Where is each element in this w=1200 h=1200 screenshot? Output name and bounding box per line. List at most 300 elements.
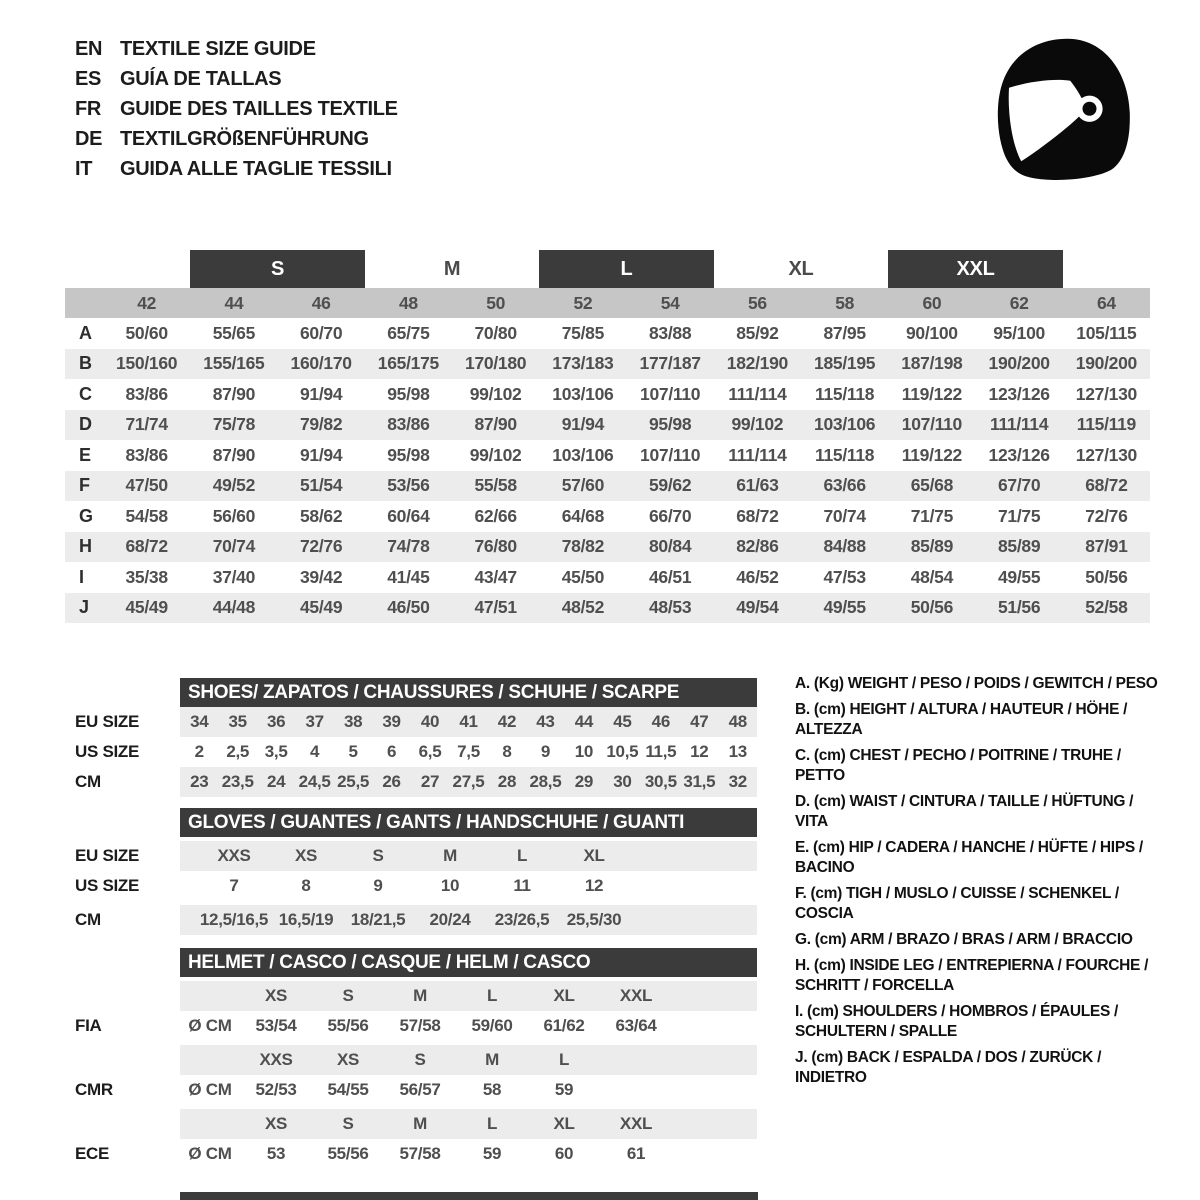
shoe-size-cell: 5 bbox=[348, 742, 358, 761]
row-values bbox=[180, 737, 757, 767]
helmet-size-header: S bbox=[342, 1114, 354, 1133]
shoe-size-cell: 47 bbox=[690, 712, 709, 731]
size-cell: 95/98 bbox=[387, 444, 430, 465]
helmet-size-header: L bbox=[558, 1050, 570, 1069]
size-cell: 87/90 bbox=[474, 414, 517, 435]
glove-size-cell: 25,5/30 bbox=[566, 910, 622, 929]
helmet-table-title: HELMET / CASCO / CASQUE / HELM / CASCO bbox=[180, 948, 757, 977]
shoe-size-cell: 26 bbox=[382, 772, 401, 791]
size-cell: 65/75 bbox=[387, 322, 430, 343]
size-cell: 68/72 bbox=[125, 536, 168, 557]
glove-size-cell: S bbox=[372, 846, 384, 865]
size-cell: 50/56 bbox=[910, 597, 954, 618]
shoe-size-cell: 9 bbox=[540, 742, 550, 761]
size-cell: 103/106 bbox=[552, 444, 614, 465]
size-cell: 41/45 bbox=[387, 566, 430, 587]
size-cell: 91/94 bbox=[299, 444, 343, 465]
size-cell: 71/75 bbox=[910, 505, 954, 526]
row-label: US SIZE bbox=[75, 742, 140, 761]
size-cell: 46/52 bbox=[736, 566, 779, 587]
lang-code: DE bbox=[75, 128, 103, 150]
shoe-size-cell: 48 bbox=[728, 712, 747, 731]
helmet-size-header: L bbox=[486, 1114, 498, 1133]
row-letter: B bbox=[79, 353, 92, 374]
size-row-g bbox=[65, 501, 1150, 532]
row-label bbox=[75, 1045, 180, 1075]
shoe-size-cell: 7,5 bbox=[457, 742, 480, 761]
shoe-size-cell: 43 bbox=[536, 712, 555, 731]
size-cell: 50/56 bbox=[1085, 566, 1128, 587]
helmet-size-cell: 58 bbox=[482, 1080, 502, 1099]
gloves-table-title: GLOVES / GUANTES / GANTS / HANDSCHUHE / GUANTI bbox=[180, 808, 757, 837]
legend-item-c: C. (cm) CHEST / PECHO / POITRINE / TRUHE / PETTO bbox=[795, 747, 1121, 784]
size-cell: 103/106 bbox=[552, 383, 614, 404]
lang-row-de bbox=[75, 128, 398, 158]
lang-code: EN bbox=[75, 38, 103, 60]
helmet-size-header: XS bbox=[336, 1050, 360, 1069]
size-cell: 165/175 bbox=[377, 353, 439, 374]
size-cell: 160/170 bbox=[290, 353, 352, 374]
glove-size-cell: XS bbox=[294, 846, 318, 865]
glove-size-cell: 23/26,5 bbox=[494, 910, 550, 929]
size-cell: 45/50 bbox=[561, 566, 605, 587]
size-cell: 99/102 bbox=[731, 414, 784, 435]
shoe-size-cell: 31,5 bbox=[683, 772, 716, 791]
helmet-size-header: M bbox=[413, 986, 427, 1005]
cmr-values-row bbox=[75, 1075, 757, 1105]
helmet-size-cell: 59/60 bbox=[471, 1016, 513, 1035]
helmet-size-cell: 55/56 bbox=[327, 1144, 369, 1163]
size-row-j bbox=[65, 593, 1150, 624]
size-cell: 55/58 bbox=[474, 475, 517, 496]
size-cell: 87/95 bbox=[823, 322, 866, 343]
size-cell: 75/85 bbox=[561, 322, 605, 343]
helmet-size-cell: 53/54 bbox=[255, 1016, 297, 1035]
row-label: EU SIZE bbox=[75, 846, 140, 865]
lang-row-en bbox=[75, 38, 398, 68]
unit-label: Ø CM bbox=[188, 1144, 232, 1163]
size-band-l: L bbox=[539, 250, 714, 288]
glove-size-cell: XL bbox=[583, 846, 605, 865]
size-cell: 52/58 bbox=[1085, 597, 1128, 618]
shoe-size-cell: 36 bbox=[267, 712, 286, 731]
glove-size-cell: 10 bbox=[440, 876, 460, 895]
shoe-size-cell: 41 bbox=[459, 712, 478, 731]
shoe-size-cell: 2,5 bbox=[226, 742, 250, 761]
size-cell: 66/70 bbox=[648, 505, 692, 526]
lang-row-fr bbox=[75, 98, 398, 128]
size-cell: 85/92 bbox=[736, 322, 779, 343]
lang-title: GUIDE DES TAILLES TEXTILE bbox=[120, 98, 398, 120]
row-values bbox=[180, 981, 757, 1011]
numeric-size-header-row bbox=[65, 288, 1150, 318]
helmet-size-header: M bbox=[413, 1114, 427, 1133]
size-cell: 64/68 bbox=[561, 505, 605, 526]
row-letter: J bbox=[79, 597, 89, 618]
size-cell: 75/78 bbox=[212, 414, 256, 435]
row-letter: I bbox=[79, 566, 84, 587]
size-cell: 70/74 bbox=[823, 505, 866, 526]
shoe-size-cell: 12 bbox=[690, 742, 709, 761]
helmet-size-cell: 55/56 bbox=[327, 1016, 369, 1035]
row-values bbox=[180, 905, 757, 935]
helmet-size-header: XXL bbox=[619, 1114, 653, 1133]
size-cell: 107/110 bbox=[640, 444, 701, 465]
helmet-table bbox=[75, 948, 757, 1169]
row-label bbox=[75, 1109, 180, 1139]
row-values bbox=[180, 707, 757, 737]
unit-label: Ø CM bbox=[188, 1016, 232, 1035]
size-row-h bbox=[65, 532, 1150, 563]
size-cell: 111/114 bbox=[989, 414, 1049, 435]
row-values bbox=[180, 841, 757, 871]
size-cell: 50/60 bbox=[125, 322, 168, 343]
size-cell: 95/98 bbox=[648, 414, 692, 435]
size-cell: 72/76 bbox=[299, 536, 343, 557]
shoe-size-cell: 24 bbox=[267, 772, 286, 791]
row-values bbox=[180, 1011, 757, 1041]
size-cell: 44/48 bbox=[212, 597, 256, 618]
size-cell: 63/66 bbox=[823, 475, 866, 496]
legend-item-j: J. (cm) BACK / ESPALDA / DOS / ZURÜCK / INDIETRO bbox=[795, 1049, 1102, 1086]
shoe-size-cell: 11,5 bbox=[645, 742, 677, 761]
row-values bbox=[180, 1109, 757, 1139]
shoe-size-cell: 6 bbox=[386, 742, 397, 761]
gloves-table bbox=[75, 808, 757, 935]
shoe-size-cell: 10 bbox=[574, 742, 594, 761]
size-cell: 127/130 bbox=[1075, 383, 1137, 404]
size-column-header: 46 bbox=[311, 292, 331, 313]
legend-item-d: D. (cm) WAIST / CINTURA / TAILLE / HÜFTUNG / VITA bbox=[795, 793, 1134, 830]
size-column-header: 58 bbox=[835, 292, 855, 313]
cmr-sizes-row bbox=[75, 1045, 757, 1075]
size-column-header: 56 bbox=[747, 292, 767, 313]
glove-size-cell: 18/21,5 bbox=[350, 910, 406, 929]
size-row-b bbox=[65, 349, 1150, 380]
helmet-size-cell: 61/62 bbox=[543, 1016, 585, 1035]
size-column-header: 42 bbox=[137, 292, 157, 313]
size-column-header: 48 bbox=[398, 292, 418, 313]
shoe-size-cell: 28,5 bbox=[529, 772, 562, 791]
size-column-header: 60 bbox=[922, 292, 942, 313]
shoe-size-cell: 38 bbox=[343, 712, 363, 731]
shoe-size-cell: 6,5 bbox=[418, 742, 442, 761]
size-cell: 65/68 bbox=[910, 475, 954, 496]
row-values bbox=[180, 1075, 757, 1105]
lang-code: FR bbox=[75, 98, 102, 120]
size-cell: 107/110 bbox=[901, 414, 962, 435]
standard-label: ECE bbox=[75, 1144, 110, 1163]
helmet-size-header: XL bbox=[553, 986, 575, 1005]
size-row-c bbox=[65, 379, 1150, 410]
size-cell: 91/94 bbox=[299, 383, 343, 404]
size-cell: 87/90 bbox=[212, 383, 256, 404]
size-row-f bbox=[65, 471, 1150, 502]
shoe-size-cell: 32 bbox=[728, 772, 747, 791]
helmet-size-cell: 59 bbox=[554, 1080, 574, 1099]
size-cell: 45/49 bbox=[299, 597, 343, 618]
shoe-size-cell: 3,5 bbox=[264, 742, 288, 761]
row-label: CM bbox=[75, 772, 101, 791]
size-cell: 53/56 bbox=[387, 475, 430, 496]
size-cell: 51/56 bbox=[997, 597, 1041, 618]
gloves-eu-size-row bbox=[75, 841, 757, 871]
size-column-header: 44 bbox=[224, 292, 244, 313]
size-cell: 182/190 bbox=[726, 353, 788, 374]
lang-title: TEXTILGRÖßENFÜHRUNG bbox=[120, 128, 369, 150]
shoe-size-cell: 37 bbox=[305, 712, 324, 731]
lang-row-it bbox=[75, 158, 398, 188]
helmet-size-header: XXS bbox=[259, 1050, 293, 1069]
shoe-size-cell: 10,5 bbox=[606, 742, 639, 761]
glove-size-cell: XXS bbox=[217, 846, 251, 865]
size-cell: 83/86 bbox=[125, 383, 168, 404]
shoe-size-cell: 42 bbox=[497, 712, 517, 731]
gloves-us-size-row bbox=[75, 871, 757, 901]
shoes-eu-size-row bbox=[75, 707, 757, 737]
size-cell: 49/52 bbox=[212, 475, 256, 496]
size-cell: 83/86 bbox=[125, 444, 168, 465]
size-cell: 71/74 bbox=[125, 414, 168, 435]
row-values bbox=[180, 871, 757, 901]
size-cell: 72/76 bbox=[1085, 505, 1128, 526]
size-cell: 76/80 bbox=[474, 536, 517, 557]
row-letter: H bbox=[79, 536, 92, 557]
standard-label: CMR bbox=[75, 1080, 113, 1099]
helmet-size-cell: 53 bbox=[266, 1144, 286, 1163]
lang-title: GUÍA DE TALLAS bbox=[120, 68, 282, 90]
size-cell: 56/60 bbox=[212, 505, 256, 526]
size-cell: 95/100 bbox=[993, 322, 1045, 343]
lang-title: GUIDA ALLE TAGLIE TESSILI bbox=[120, 158, 392, 180]
helmet-size-cell: 52/53 bbox=[255, 1080, 297, 1099]
size-cell: 35/38 bbox=[125, 566, 168, 587]
size-column-header: 50 bbox=[486, 292, 506, 313]
helmet-size-cell: 60 bbox=[554, 1144, 574, 1163]
shoe-size-cell: 27 bbox=[420, 772, 440, 791]
ece-sizes-row bbox=[75, 1109, 757, 1139]
size-cell: 99/102 bbox=[469, 444, 522, 465]
size-cell: 37/40 bbox=[212, 566, 256, 587]
size-cell: 47/50 bbox=[125, 475, 168, 496]
size-row-d bbox=[65, 410, 1150, 441]
size-cell: 87/90 bbox=[212, 444, 256, 465]
size-band-xxl: XXL bbox=[888, 250, 1063, 288]
size-cell: 54/58 bbox=[125, 505, 168, 526]
size-column-header: 62 bbox=[1009, 292, 1029, 313]
shoe-size-cell: 30 bbox=[613, 772, 632, 791]
size-cell: 60/64 bbox=[387, 505, 430, 526]
shoe-size-cell: 4 bbox=[310, 742, 320, 761]
glove-size-cell: 8 bbox=[301, 876, 311, 895]
helmet-size-header: XXL bbox=[619, 986, 653, 1005]
helmet-size-cell: 57/58 bbox=[399, 1016, 441, 1035]
helmet-size-header: XS bbox=[264, 986, 288, 1005]
size-cell: 59/62 bbox=[648, 475, 692, 496]
shoe-size-cell: 27,5 bbox=[452, 772, 485, 791]
shoe-size-cell: 24,5 bbox=[298, 772, 331, 791]
size-cell: 46/50 bbox=[387, 597, 430, 618]
size-cell: 60/70 bbox=[299, 322, 343, 343]
helmet-size-cell: 63/64 bbox=[615, 1016, 657, 1035]
size-cell: 83/88 bbox=[648, 322, 692, 343]
size-cell: 115/118 bbox=[815, 444, 875, 465]
row-label: CM bbox=[75, 910, 101, 929]
helmet-size-cell: 61 bbox=[626, 1144, 646, 1163]
row-values bbox=[180, 1045, 757, 1075]
size-cell: 39/42 bbox=[299, 566, 343, 587]
helmet-size-header: XL bbox=[553, 1114, 575, 1133]
unit-label: Ø CM bbox=[188, 1080, 232, 1099]
glove-size-cell: 16,5/19 bbox=[278, 910, 334, 929]
size-cell: 85/89 bbox=[910, 536, 954, 557]
size-row-a bbox=[65, 318, 1150, 349]
fia-sizes-row bbox=[75, 981, 757, 1011]
size-cell: 84/88 bbox=[823, 536, 866, 557]
size-cell: 115/119 bbox=[1076, 414, 1136, 435]
size-cell: 185/195 bbox=[814, 353, 876, 374]
fia-values-row bbox=[75, 1011, 757, 1041]
size-cell: 105/115 bbox=[1076, 322, 1137, 343]
racing-helmet-icon bbox=[975, 30, 1155, 205]
size-cell: 79/82 bbox=[299, 414, 343, 435]
size-cell: 90/100 bbox=[906, 322, 958, 343]
row-letter: A bbox=[79, 322, 92, 343]
helmet-size-header: M bbox=[485, 1050, 499, 1069]
row-letter: C bbox=[79, 383, 92, 404]
glove-size-cell: 9 bbox=[373, 876, 383, 895]
row-letter: E bbox=[79, 444, 91, 465]
shoes-us-size-row bbox=[75, 737, 757, 767]
helmet-size-cell: 57/58 bbox=[399, 1144, 441, 1163]
helmet-size-cell: 59 bbox=[482, 1144, 502, 1163]
size-cell: 115/118 bbox=[815, 383, 875, 404]
glove-size-cell: L bbox=[516, 846, 528, 865]
size-cell: 49/54 bbox=[736, 597, 779, 618]
glove-size-cell: 12 bbox=[584, 876, 604, 895]
size-band-xl: XL bbox=[788, 257, 814, 280]
legend-item-f: F. (cm) TIGH / MUSLO / CUISSE / SCHENKEL / COSCIA bbox=[795, 885, 1119, 922]
lang-code: IT bbox=[75, 158, 93, 180]
size-cell: 70/80 bbox=[474, 322, 517, 343]
shoes-table-title: SHOES/ ZAPATOS / CHAUSSURES / SCHUHE / SCARPE bbox=[180, 678, 757, 707]
glove-size-cell: 20/24 bbox=[429, 910, 471, 929]
helmet-size-header: S bbox=[342, 986, 354, 1005]
size-cell: 80/84 bbox=[648, 536, 692, 557]
lang-code: ES bbox=[75, 68, 102, 90]
size-cell: 67/70 bbox=[997, 475, 1041, 496]
size-cell: 99/102 bbox=[469, 383, 522, 404]
row-values bbox=[180, 767, 757, 797]
shoe-size-cell: 30,5 bbox=[644, 772, 677, 791]
shoe-size-cell: 46 bbox=[651, 712, 670, 731]
size-cell: 127/130 bbox=[1075, 444, 1137, 465]
row-letter: G bbox=[79, 505, 93, 526]
legend-item-h: H. (cm) INSIDE LEG / ENTREPIERNA / FOURCHE / SCHRITT / FORCELLA bbox=[795, 957, 1149, 994]
shoes-table bbox=[75, 678, 757, 797]
apparel-size-table bbox=[65, 250, 1150, 623]
size-cell: 95/98 bbox=[387, 383, 430, 404]
shoe-size-cell: 13 bbox=[728, 742, 747, 761]
shoe-size-cell: 35 bbox=[228, 712, 247, 731]
row-letter: D bbox=[79, 414, 92, 435]
size-cell: 68/72 bbox=[736, 505, 779, 526]
shoe-size-cell: 28 bbox=[497, 772, 517, 791]
measurement-legend bbox=[795, 674, 1163, 1094]
glove-size-cell: 7 bbox=[229, 876, 239, 895]
shoes-cm-row bbox=[75, 767, 757, 797]
helmet-size-header: L bbox=[486, 986, 498, 1005]
size-cell: 47/51 bbox=[474, 597, 517, 618]
size-column-header: 64 bbox=[1096, 292, 1116, 313]
size-cell: 150/160 bbox=[116, 353, 178, 374]
size-cell: 62/66 bbox=[474, 505, 517, 526]
size-cell: 68/72 bbox=[1085, 475, 1128, 496]
size-cell: 83/86 bbox=[387, 414, 430, 435]
size-cell: 46/51 bbox=[648, 566, 692, 587]
shoe-size-cell: 29 bbox=[574, 772, 594, 791]
size-cell: 111/114 bbox=[728, 383, 787, 404]
size-column-header: 52 bbox=[573, 292, 593, 313]
shoe-size-cell: 34 bbox=[190, 712, 209, 731]
shoe-size-cell: 2 bbox=[194, 742, 204, 761]
size-cell: 173/183 bbox=[552, 353, 614, 374]
size-cell: 45/49 bbox=[125, 597, 168, 618]
size-cell: 49/55 bbox=[823, 597, 866, 618]
size-cell: 91/94 bbox=[561, 414, 605, 435]
shoe-size-cell: 44 bbox=[574, 712, 594, 731]
size-cell: 70/74 bbox=[212, 536, 256, 557]
cropped-section-header-bar bbox=[180, 1192, 758, 1200]
lang-title: TEXTILE SIZE GUIDE bbox=[120, 38, 316, 60]
size-cell: 190/200 bbox=[988, 353, 1050, 374]
size-cell: 74/78 bbox=[387, 536, 430, 557]
size-band-m: M bbox=[443, 257, 461, 280]
row-letter: F bbox=[79, 475, 90, 496]
shoe-size-cell: 23 bbox=[190, 772, 209, 791]
legend-item-b: B. (cm) HEIGHT / ALTURA / HAUTEUR / HÖHE / ALTEZZA bbox=[795, 701, 1128, 738]
shoe-size-cell: 23,5 bbox=[221, 772, 254, 791]
size-cell: 155/165 bbox=[203, 353, 265, 374]
size-cell: 187/198 bbox=[901, 353, 963, 374]
size-cell: 55/65 bbox=[212, 322, 256, 343]
size-cell: 111/114 bbox=[728, 444, 787, 465]
legend-item-e: E. (cm) HIP / CADERA / HANCHE / HÜFTE / HIPS / BACINO bbox=[795, 839, 1143, 876]
size-cell: 57/60 bbox=[561, 475, 605, 496]
size-cell: 190/200 bbox=[1075, 353, 1137, 374]
size-cell: 49/55 bbox=[997, 566, 1041, 587]
size-cell: 43/47 bbox=[474, 566, 517, 587]
lang-row-es bbox=[75, 68, 398, 98]
row-label: EU SIZE bbox=[75, 712, 140, 731]
size-cell: 170/180 bbox=[465, 353, 527, 374]
size-cell: 71/75 bbox=[997, 505, 1041, 526]
size-band-row bbox=[65, 250, 1150, 288]
size-cell: 119/122 bbox=[901, 444, 962, 465]
size-cell: 119/122 bbox=[901, 383, 962, 404]
ece-values-row bbox=[75, 1139, 757, 1169]
size-cell: 51/54 bbox=[299, 475, 343, 496]
shoe-size-cell: 8 bbox=[502, 742, 512, 761]
size-cell: 48/53 bbox=[648, 597, 692, 618]
size-cell: 123/126 bbox=[988, 444, 1050, 465]
language-title-block bbox=[75, 38, 398, 188]
legend-item-a: A. (Kg) WEIGHT / PESO / POIDS / GEWITCH / PESO bbox=[795, 675, 1158, 692]
size-cell: 177/187 bbox=[639, 353, 701, 374]
size-cell: 87/91 bbox=[1085, 536, 1128, 557]
size-cell: 123/126 bbox=[988, 383, 1050, 404]
helmet-size-cell: 56/57 bbox=[399, 1080, 441, 1099]
